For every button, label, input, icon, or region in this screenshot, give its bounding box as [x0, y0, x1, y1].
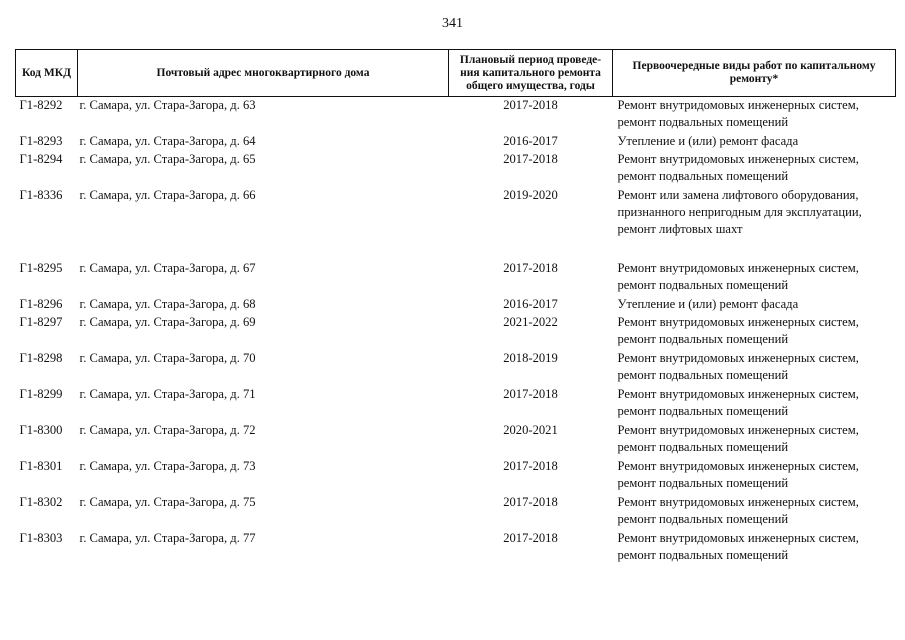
cell-works — [613, 296, 896, 314]
cell-address: г. Самара, ул. Стара-Загора, д. 69 — [79, 314, 256, 329]
cell-period: 2017-2018 — [503, 151, 558, 166]
cell-period: 2016-2017 — [503, 296, 558, 311]
work-line: Ремонт внутридомовых инженерных систем, — [617, 458, 859, 473]
cell-address: г. Самара, ул. Стара-Загора, д. 71 — [79, 386, 256, 401]
header-works-line: ремонту* — [729, 73, 779, 85]
work-line: ремонт подвальных помещений — [617, 475, 789, 490]
cell-address: г. Самара, ул. Стара-Загора, д. 64 — [79, 133, 256, 148]
work-line: Ремонт внутридомовых инженерных систем, — [617, 314, 859, 329]
work-line: Ремонт внутридомовых инженерных систем, — [617, 386, 859, 401]
work-line: Ремонт внутридомовых инженерных систем, — [617, 530, 859, 545]
work-line: ремонт подвальных помещений — [617, 403, 789, 418]
cell-period: 2017-2018 — [503, 98, 558, 112]
repair-schedule-table-wrap — [15, 49, 895, 566]
work-line: Ремонт внутридомовых инженерных систем, — [617, 260, 859, 275]
cell-period: 2017-2018 — [503, 458, 558, 473]
work-line: ремонт подвальных помещений — [617, 115, 789, 129]
header-period-line: Плановый период проведе- — [459, 53, 602, 66]
cell-address: г. Самара, ул. Стара-Загора, д. 68 — [79, 296, 256, 311]
cell-address: г. Самара, ул. Стара-Загора, д. 77 — [79, 530, 256, 545]
work-line: Ремонт внутридомовых инженерных систем, — [617, 422, 859, 437]
cell-period: 2017-2018 — [503, 260, 558, 275]
cell-address: г. Самара, ул. Стара-Загора, д. 75 — [79, 494, 256, 509]
header-code: Код МКД — [16, 50, 78, 97]
cell-period: 2016-2017 — [503, 133, 558, 148]
cell-address: г. Самара, ул. Стара-Загора, д. 72 — [79, 422, 256, 437]
cell-code: Г1-8296 — [19, 296, 63, 311]
cell-code: Г1-8292 — [19, 98, 63, 112]
cell-period: 2021-2022 — [503, 314, 558, 329]
cell-works — [613, 530, 896, 566]
cell-period: 2020-2021 — [503, 422, 558, 437]
cell-code: Г1-8294 — [19, 151, 63, 166]
table-row — [16, 296, 896, 314]
cell-address: г. Самара, ул. Стара-Загора, д. 70 — [79, 350, 256, 365]
table-row — [16, 187, 896, 260]
header-works — [613, 50, 896, 97]
cell-period: 2017-2018 — [503, 530, 558, 545]
cell-works — [613, 422, 896, 458]
work-line: Ремонт внутридомовых инженерных систем, — [617, 350, 859, 365]
cell-period: 2017-2018 — [503, 386, 558, 401]
cell-code: Г1-8302 — [19, 494, 63, 509]
cell-code: Г1-8293 — [19, 133, 63, 148]
table-row — [16, 350, 896, 386]
cell-code: Г1-8299 — [19, 386, 63, 401]
table-row — [16, 458, 896, 494]
work-line: ремонт подвальных помещений — [617, 367, 789, 382]
work-line: ремонт лифтовых шахт — [617, 221, 743, 236]
work-line: Ремонт внутридомовых инженерных систем, — [617, 151, 859, 166]
cell-code: Г1-8297 — [19, 314, 63, 329]
work-line: Утепление и (или) ремонт фасада — [617, 133, 799, 148]
cell-period: 2017-2018 — [503, 494, 558, 509]
page-number: 341 — [442, 16, 463, 31]
header-address: Почтовый адрес многоквартирного дома — [78, 50, 449, 97]
cell-works — [613, 458, 896, 494]
table-row — [16, 133, 896, 151]
work-line: Ремонт внутридомовых инженерных систем, — [617, 98, 859, 112]
work-line: ремонт подвальных помещений — [617, 439, 789, 454]
work-line: признанного непригодным для эксплуатации, — [617, 204, 862, 219]
cell-works — [613, 494, 896, 530]
table-row — [16, 97, 896, 133]
cell-address: г. Самара, ул. Стара-Загора, д. 73 — [79, 458, 256, 473]
table-row — [16, 151, 896, 187]
work-line: Утепление и (или) ремонт фасада — [617, 296, 799, 311]
header-row — [16, 50, 896, 97]
table-row — [16, 386, 896, 422]
cell-works — [613, 386, 896, 422]
cell-period: 2018-2019 — [503, 350, 558, 365]
cell-code: Г1-8336 — [19, 187, 63, 202]
cell-works — [613, 350, 896, 386]
table-row — [16, 530, 896, 566]
work-line: ремонт подвальных помещений — [617, 331, 789, 346]
cell-code: Г1-8295 — [19, 260, 63, 275]
header-period-line: общего имущества, годы — [466, 79, 595, 92]
cell-works — [613, 151, 896, 187]
cell-works — [613, 314, 896, 350]
table-row — [16, 314, 896, 350]
work-line: Ремонт или замена лифтового оборудования, — [617, 187, 859, 202]
table-row — [16, 422, 896, 458]
cell-code: Г1-8301 — [19, 458, 63, 473]
cell-address: г. Самара, ул. Стара-Загора, д. 67 — [79, 260, 256, 275]
table-header — [16, 50, 896, 97]
cell-works — [613, 133, 896, 151]
work-line: ремонт подвальных помещений — [617, 547, 789, 562]
work-line: ремонт подвальных помещений — [617, 168, 789, 183]
header-period-line: ния капитального ремонта — [460, 66, 601, 79]
work-line: ремонт подвальных помещений — [617, 277, 789, 292]
table-row — [16, 494, 896, 530]
header-works-line: Первоочередные виды работ по капитальному — [632, 60, 876, 72]
cell-address: г. Самара, ул. Стара-Загора, д. 65 — [79, 151, 256, 166]
cell-code: Г1-8298 — [19, 350, 63, 365]
cell-address: г. Самара, ул. Стара-Загора, д. 63 — [79, 98, 256, 112]
repair-schedule-table — [15, 49, 896, 566]
table-body — [16, 97, 896, 566]
work-line: ремонт подвальных помещений — [617, 511, 789, 526]
work-line: Ремонт внутридомовых инженерных систем, — [617, 494, 859, 509]
cell-period: 2019-2020 — [503, 187, 558, 202]
cell-works — [613, 97, 896, 133]
cell-code: Г1-8300 — [19, 422, 63, 437]
cell-works — [613, 260, 896, 296]
table-row — [16, 260, 896, 296]
cell-code: Г1-8303 — [19, 530, 63, 545]
cell-address: г. Самара, ул. Стара-Загора, д. 66 — [79, 187, 256, 202]
cell-works — [613, 187, 896, 260]
header-period — [449, 50, 613, 97]
